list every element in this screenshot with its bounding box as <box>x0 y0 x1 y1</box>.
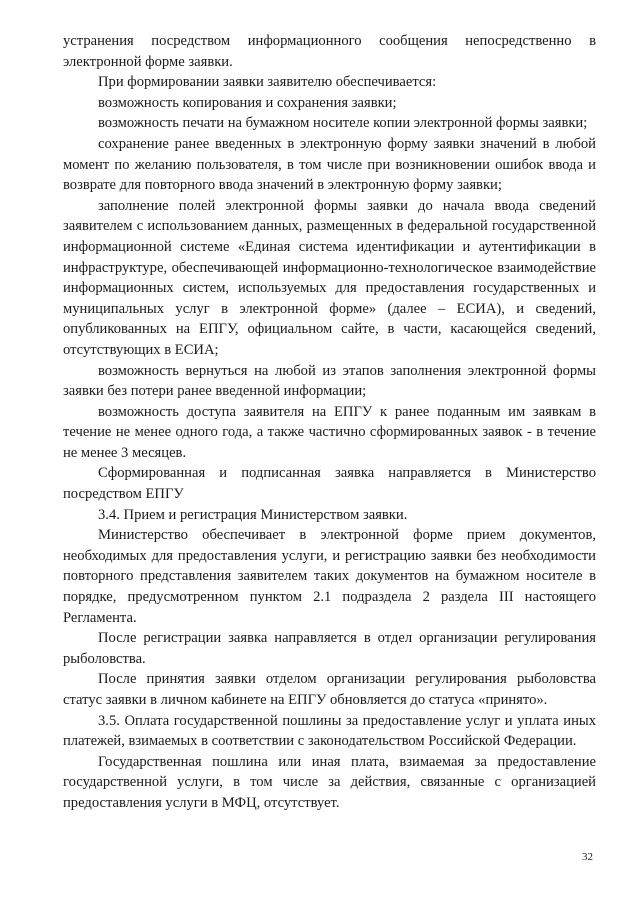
section-heading-3-4: 3.4. Прием и регистрация Министерством заявки. <box>98 506 408 523</box>
paragraph-save-values: сохранение ранее введенных в электронную форму заявки значений в любой момент по желанию пользователя, в том числе при возникновении ошибок ввода и возврате для повторного ввода значений в электронную форму заявки; <box>63 135 596 194</box>
section-heading-3-5: 3.5. Оплата государственной пошлины за предоставление услуг и уплата иных платежей, взимаемых в соответствии с законодательством Российской Федерации. <box>63 712 596 750</box>
paragraph-esia-fill: заполнение полей электронной формы заявки до начала ввода сведений заявителем с использованием данных, размещенных в федеральной государственной информационной системе «Единая система идентификации и аутентификации в инфраструктуре, обеспечивающей информационно-технологическое взаимодействие информационных систем, используемых для предоставления государственных и муниципальных услуг в электронной форме» (далее – ЕСИА), и сведений, опубликованных на ЕПГУ, официальном сайте, в части, касающейся сведений, отсутствующих в ЕСИА; <box>63 197 596 358</box>
paragraph-fee: Государственная пошлина или иная плата, взимаемая за предоставление государственной услуги, в том числе за действия, связанные с организацией предоставления услуги в МФЦ, отсутствует. <box>63 753 596 811</box>
paragraph-provisions-intro: При формировании заявки заявителю обеспечивается: <box>98 74 437 91</box>
paragraph-status-update: После принятия заявки отделом организации регулирования рыболовства статус заявки в личном кабинете на ЕПГУ обновляется до статуса «принято». <box>63 671 596 708</box>
paragraph-print: возможность печати на бумажном носителе копии электронной формы заявки; <box>98 115 588 132</box>
paragraph-submission: Сформированная и подписанная заявка направляется в Министерство посредством ЕПГУ <box>63 465 596 503</box>
paragraph-copy-save: возможность копирования и сохранения заявки; <box>98 94 397 111</box>
paragraph-access-history: возможность доступа заявителя на ЕПГУ к ранее поданным им заявкам в течение не менее одного года, а также частично сформированных заявок - в течение не менее 3 месяцев. <box>63 403 596 461</box>
page-number: 32 <box>582 851 593 863</box>
paragraph-ministry-receipt: Министерство обеспечивает в электронной форме прием документов, необходимых для предоставления услуги, и регистрацию заявки без необходимости повторного представления заявителем таких документов на бумажном носителе в порядке, предусмотренном пунктом 2.1 подраздела 2 раздела III настоящего Регламента. <box>63 527 596 626</box>
paragraph-continuation: устранения посредством информационного сообщения непосредственно в электронной форме заявки. <box>63 33 596 70</box>
paragraph-after-registration: После регистрации заявка направляется в отдел организации регулирования рыболовства. <box>63 630 596 667</box>
paragraph-return-step: возможность вернуться на любой из этапов заполнения электронной формы заявки без потери ранее введенной информации; <box>63 362 596 400</box>
document-body <box>63 31 596 814</box>
